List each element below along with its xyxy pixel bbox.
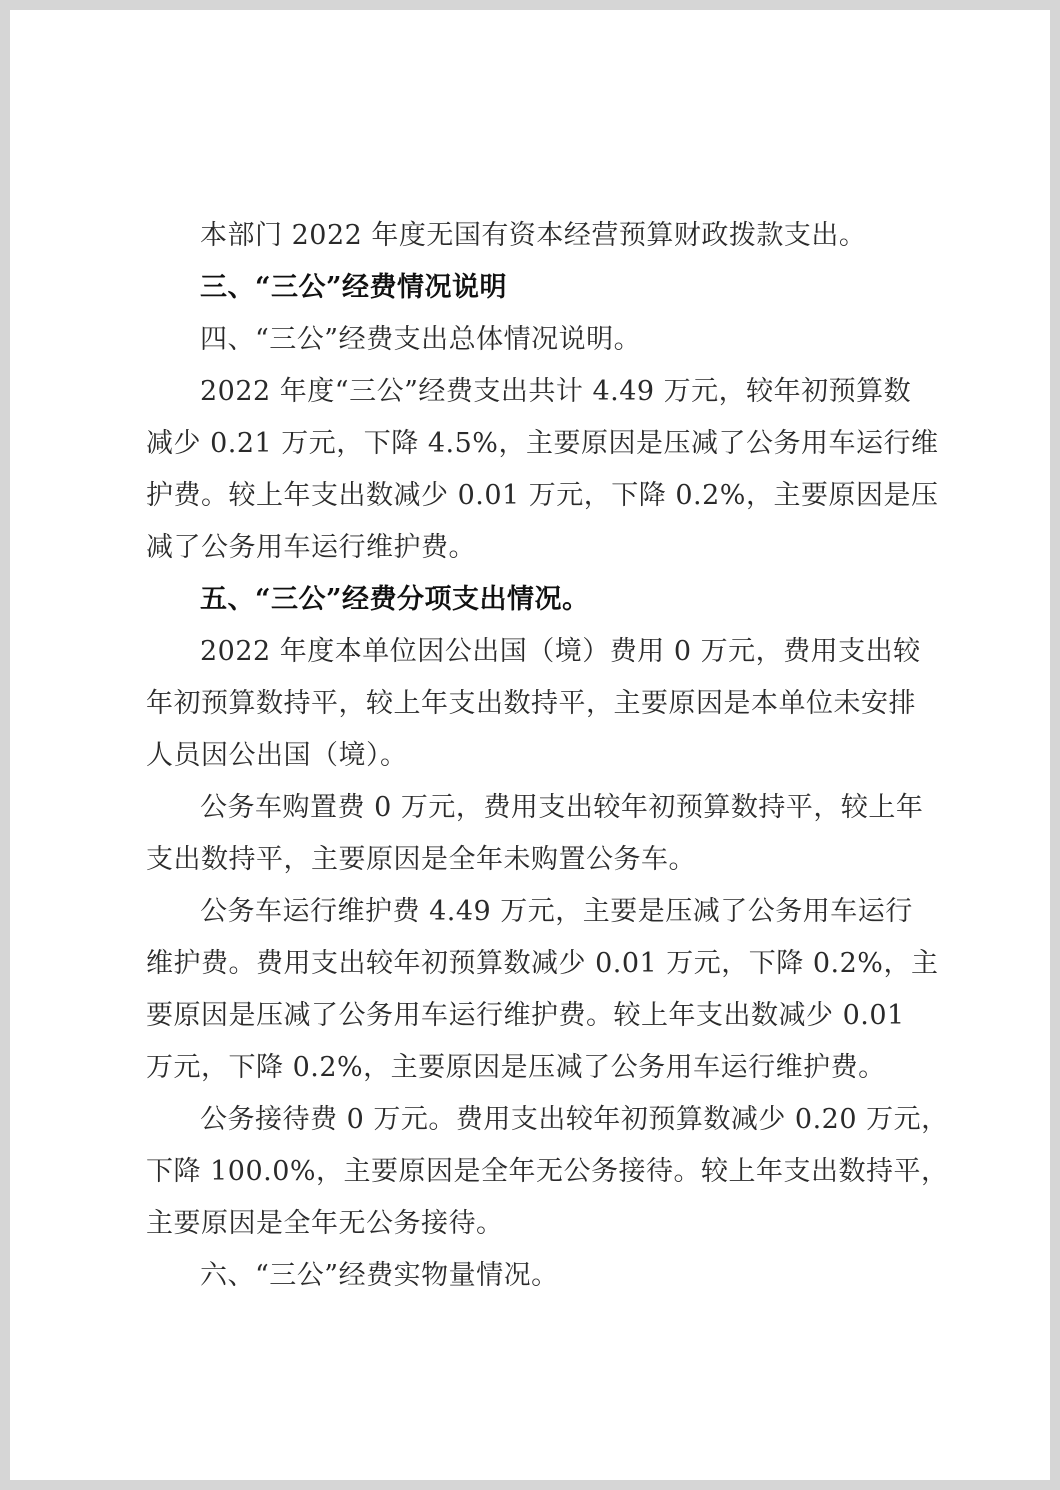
paragraph-line: 主要原因是全年无公务接待。: [146, 1208, 504, 1239]
paragraph-line: 公务车运行维护费 4.49 万元，主要是压减了公务用车运行: [200, 896, 913, 927]
paragraph-line: 减了公务用车运行维护费。: [146, 532, 476, 563]
paragraph-line: 人员因公出国（境）。: [146, 740, 408, 771]
section-heading-5: 五、“三公”经费分项支出情况。: [200, 584, 590, 615]
paragraph-line: 支出数持平，主要原因是全年未购置公务车。: [146, 844, 696, 875]
paragraph-line: 公务接待费 0 万元。费用支出较年初预算数减少 0.20 万元，: [200, 1104, 949, 1135]
paragraph-line: 维护费。费用支出较年初预算数减少 0.01 万元，下降 0.2%，主: [146, 948, 939, 979]
section-heading-6: 六、“三公”经费实物量情况。: [200, 1260, 559, 1291]
paragraph-line: 护费。较上年支出数减少 0.01 万元，下降 0.2%，主要原因是压: [146, 480, 939, 511]
section-heading-4: 四、“三公”经费支出总体情况说明。: [200, 324, 642, 355]
paragraph-line: 本部门 2022 年度无国有资本经营预算财政拨款支出。: [200, 220, 867, 251]
paragraph-line: 要原因是压减了公务用车运行维护费。较上年支出数减少 0.01: [146, 1000, 905, 1031]
document-page: [10, 10, 1050, 1480]
paragraph-line: 万元，下降 0.2%，主要原因是压减了公务用车运行维护费。: [146, 1052, 886, 1083]
paragraph-line: 减少 0.21 万元，下降 4.5%，主要原因是压减了公务用车运行维: [146, 428, 939, 459]
paragraph-line: 2022 年度“三公”经费支出共计 4.49 万元，较年初预算数: [200, 376, 912, 407]
paragraph-line: 年初预算数持平，较上年支出数持平，主要原因是本单位未安排: [146, 688, 916, 719]
paragraph-line: 公务车购置费 0 万元，费用支出较年初预算数持平，较上年: [200, 792, 924, 823]
paragraph-line: 2022 年度本单位因公出国（境）费用 0 万元，费用支出较: [200, 636, 921, 667]
paragraph-line: 下降 100.0%，主要原因是全年无公务接待。较上年支出数持平，: [146, 1156, 949, 1187]
section-heading-3: 三、“三公”经费情况说明: [200, 272, 508, 303]
